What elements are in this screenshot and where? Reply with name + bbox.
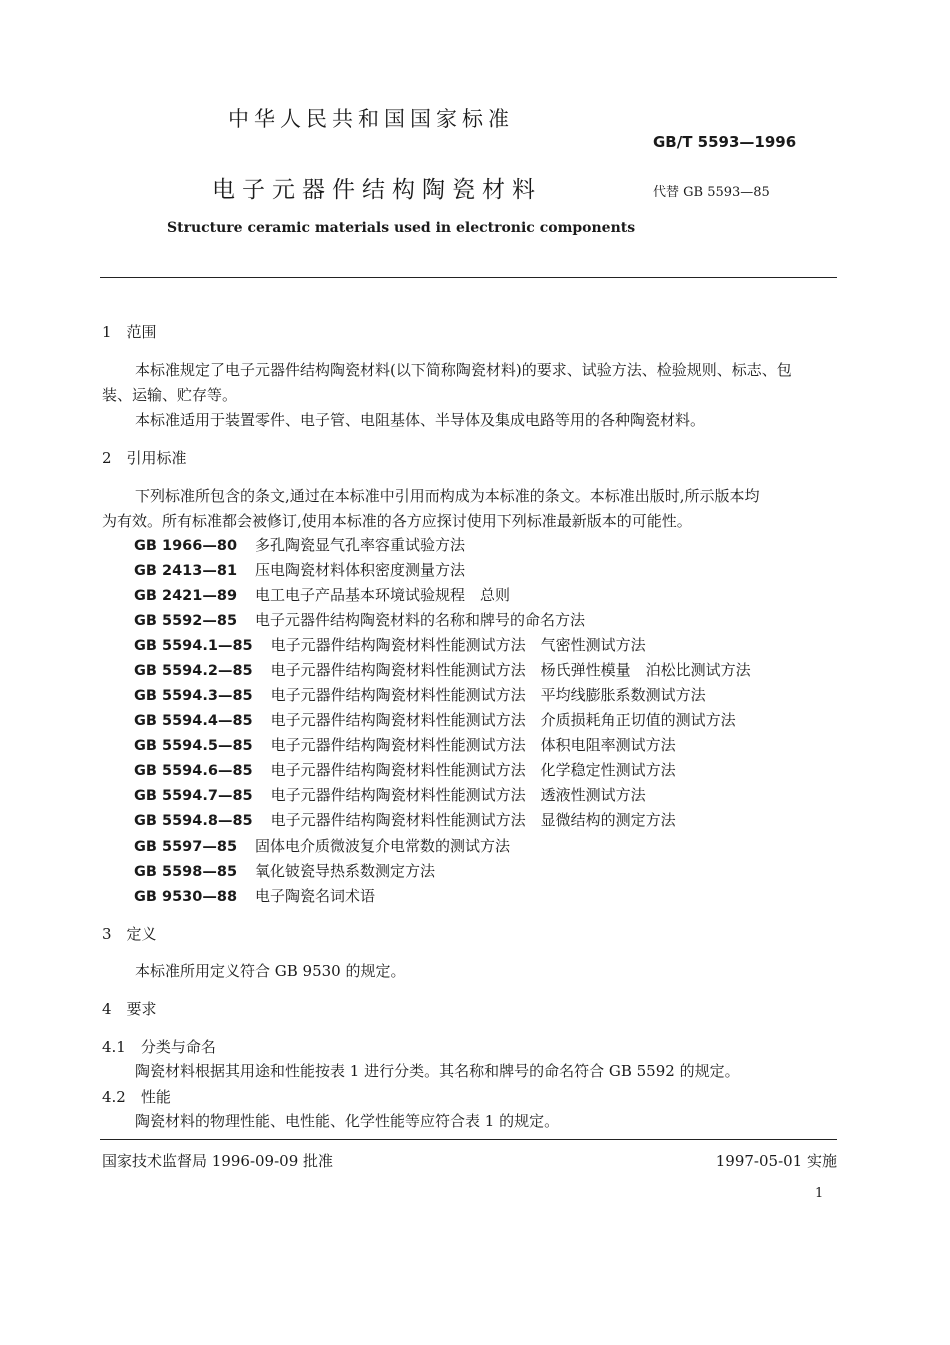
- reference-item: [134, 559, 465, 580]
- section-4-1-heading: 4.1 分类与命名: [102, 1038, 216, 1056]
- section-1-paragraph-1-line-2: 装、运输、贮存等。: [102, 386, 238, 404]
- document-title: 电子元器件结构陶瓷材料: [212, 177, 542, 203]
- reference-title: 电子元器件结构陶瓷材料性能测试方法 化学稳定性测试方法: [270, 761, 676, 779]
- section-1-heading: 1 范围: [102, 323, 157, 341]
- standard-number: GB/T 5593—1996: [653, 133, 797, 151]
- section-1-paragraph-2: 本标准适用于装置零件、电子管、电阻基体、半导体及集成电路等用的各种陶瓷材料。: [135, 411, 706, 429]
- reference-code: GB 5594.5—85: [134, 738, 253, 754]
- reference-title: 电子元器件结构陶瓷材料性能测试方法 体积电阻率测试方法: [270, 736, 676, 754]
- reference-item: [134, 634, 646, 655]
- header-divider: [100, 277, 837, 278]
- reference-title: 电子元器件结构陶瓷材料性能测试方法 透液性测试方法: [270, 786, 646, 804]
- reference-item: [134, 534, 465, 555]
- section-2-paragraph-line-2: 为有效。所有标准都会被修订,使用本标准的各方应探讨使用下列标准最新版本的可能性。: [102, 512, 692, 530]
- reference-title: 固体电介质微波复介电常数的测试方法: [255, 837, 511, 855]
- reference-title: 氧化铍瓷导热系数测定方法: [255, 862, 436, 880]
- reference-item: [134, 835, 510, 856]
- reference-code: GB 9530—88: [134, 889, 238, 905]
- reference-code: GB 5594.6—85: [134, 763, 253, 779]
- section-3-heading: 3 定义: [102, 925, 157, 943]
- reference-item: [134, 784, 646, 805]
- replaces-note: 代替 GB 5593—85: [653, 185, 770, 200]
- reference-item: [134, 809, 676, 830]
- reference-item: [134, 759, 676, 780]
- reference-title: 电工电子产品基本环境试验规程 总则: [255, 586, 511, 604]
- reference-title: 多孔陶瓷显气孔率容重试验方法: [255, 536, 466, 554]
- reference-code: GB 5594.2—85: [134, 663, 253, 679]
- section-4-2-text: 陶瓷材料的物理性能、电性能、化学性能等应符合表 1 的规定。: [135, 1112, 560, 1130]
- section-2-paragraph-line-1: 下列标准所包含的条文,通过在本标准中引用而构成为本标准的条文。本标准出版时,所示版本均: [135, 487, 760, 505]
- reference-item: [134, 734, 676, 755]
- reference-code: GB 5594.4—85: [134, 713, 253, 729]
- approval-note: 国家技术监督局 1996-09-09 批准: [102, 1152, 334, 1170]
- national-standard-heading: 中华人民共和国国家标准: [228, 107, 514, 131]
- reference-item: [134, 684, 706, 705]
- section-3-paragraph: 本标准所用定义符合 GB 9530 的规定。: [135, 962, 406, 980]
- reference-code: GB 5594.3—85: [134, 688, 253, 704]
- reference-item: [134, 584, 510, 605]
- page-number: 1: [815, 1186, 824, 1201]
- reference-title: 电子元器件结构陶瓷材料性能测试方法 介质损耗角正切值的测试方法: [270, 711, 736, 729]
- reference-title: 电子元器件结构陶瓷材料性能测试方法 显微结构的测定方法: [270, 811, 676, 829]
- reference-code: GB 5594.7—85: [134, 788, 253, 804]
- reference-item: [134, 659, 751, 680]
- reference-code: GB 2421—89: [134, 588, 238, 604]
- reference-code: GB 5597—85: [134, 839, 238, 855]
- reference-title: 电子陶瓷名词术语: [255, 887, 376, 905]
- reference-code: GB 5594.1—85: [134, 638, 253, 654]
- reference-item: [134, 709, 736, 730]
- section-1-paragraph-1-line-1: 本标准规定了电子元器件结构陶瓷材料(以下简称陶瓷材料)的要求、试验方法、检验规则、标志、包: [135, 361, 792, 379]
- reference-code: GB 5598—85: [134, 864, 238, 880]
- reference-item: [134, 609, 585, 630]
- reference-title: 电子元器件结构陶瓷材料性能测试方法 平均线膨胀系数测试方法: [270, 686, 706, 704]
- section-4-1-text: 陶瓷材料根据其用途和性能按表 1 进行分类。其名称和牌号的命名符合 GB 5592 的规定。: [135, 1062, 740, 1080]
- reference-code: GB 1966—80: [134, 538, 238, 554]
- reference-code: GB 5592—85: [134, 613, 238, 629]
- reference-title: 压电陶瓷材料体积密度测量方法: [255, 561, 466, 579]
- reference-code: GB 2413—81: [134, 563, 238, 579]
- reference-title: 电子元器件结构陶瓷材料性能测试方法 杨氏弹性模量 泊松比测试方法: [270, 661, 751, 679]
- section-4-heading: 4 要求: [102, 1000, 157, 1018]
- section-2-heading: 2 引用标准: [102, 449, 187, 467]
- footer-divider: [100, 1139, 837, 1140]
- english-title: Structure ceramic materials used in electronic components: [167, 220, 636, 236]
- reference-item: [134, 885, 375, 906]
- reference-code: GB 5594.8—85: [134, 813, 253, 829]
- section-4-2-heading: 4.2 性能: [102, 1088, 171, 1106]
- effective-date: 1997-05-01 实施: [715, 1152, 837, 1170]
- reference-title: 电子元器件结构陶瓷材料的名称和牌号的命名方法: [255, 611, 586, 629]
- reference-item: [134, 860, 435, 881]
- reference-title: 电子元器件结构陶瓷材料性能测试方法 气密性测试方法: [270, 636, 646, 654]
